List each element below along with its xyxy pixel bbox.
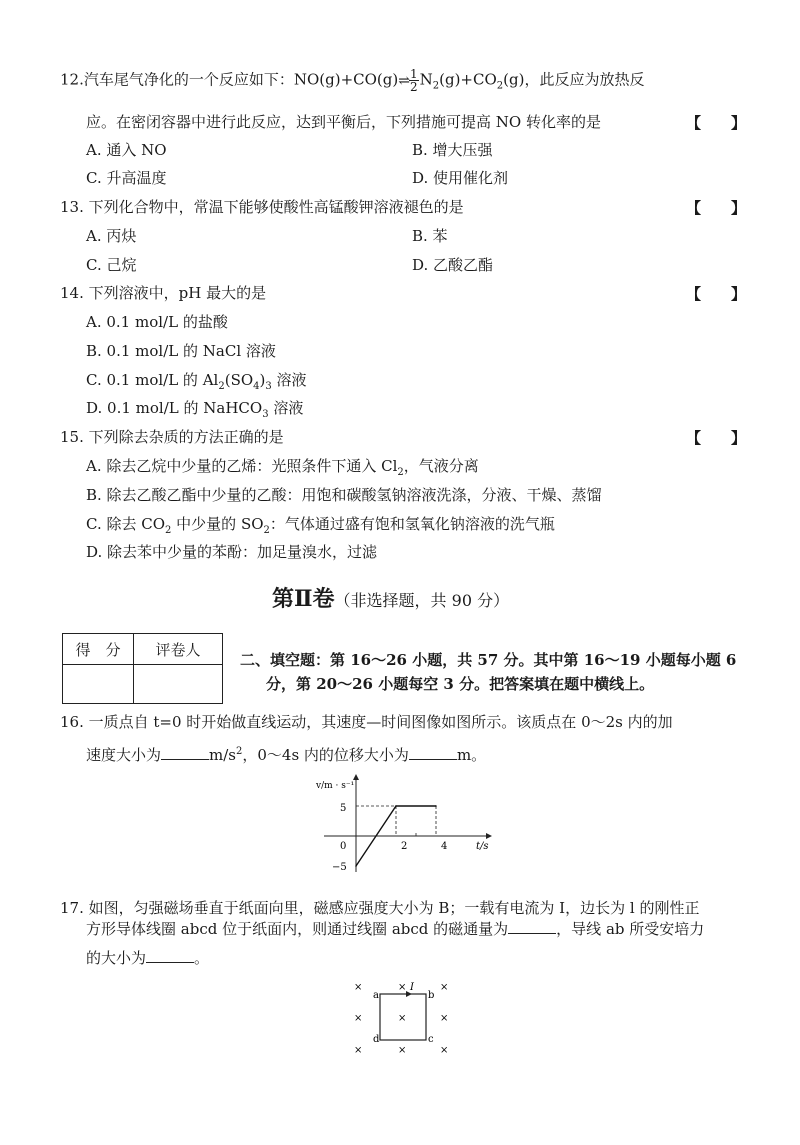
field-cross-icon: × bbox=[398, 1013, 407, 1024]
q15-option-a bbox=[86, 456, 479, 483]
q15-c-post: ：气体通过盛有饱和氢氧化钠溶液的洗气瓶 bbox=[269, 515, 555, 533]
score-header: 得 分 bbox=[63, 634, 134, 665]
field-cross-icon: × bbox=[398, 982, 407, 993]
q17-blank-force[interactable] bbox=[146, 948, 194, 963]
q13-option-c: C. 己烷 bbox=[86, 256, 137, 274]
q14-option-c bbox=[86, 370, 307, 397]
q12-sub2: 2 bbox=[496, 80, 504, 92]
data-point bbox=[435, 805, 437, 807]
graph-ylabel: v/m · s⁻¹ bbox=[316, 781, 355, 791]
q12-number: 12. bbox=[60, 70, 84, 89]
graph-tick-5: 5 bbox=[340, 803, 347, 814]
q16-line2-a: 速度大小为 bbox=[86, 746, 162, 764]
q15-option-d: D. 除去苯中少量的苯酚：加足量溴水，过滤 bbox=[86, 543, 378, 561]
q12-fraction bbox=[409, 68, 419, 93]
q13-option-a: A. 丙炔 bbox=[86, 227, 137, 245]
q14-c-mid2: ) bbox=[259, 371, 266, 389]
q14-option-b: B. 0.1 mol/L 的 NaCl 溶液 bbox=[86, 342, 276, 360]
section-title bbox=[272, 582, 509, 613]
q12-option-a: A. 通入 NO bbox=[86, 141, 167, 159]
q14-c-sub2: 4 bbox=[253, 381, 260, 392]
q13-stem: 13. 下列化合物中，常温下能够使酸性高锰酸钾溶液褪色的是 bbox=[60, 198, 464, 216]
q12-stem-d: (g)，此反应为放热反 bbox=[503, 70, 645, 89]
equilibrium-arrow-icon: ⇌ bbox=[398, 72, 408, 89]
corner-c: c bbox=[428, 1034, 434, 1045]
velocity-time-graph bbox=[310, 772, 520, 882]
q17-line3-b: 。 bbox=[194, 949, 210, 967]
field-cross-icon: × bbox=[440, 1013, 449, 1024]
q14-answer-bracket: 【 】 bbox=[686, 285, 747, 303]
q17-line2 bbox=[86, 919, 704, 939]
q14-d-pre: D. 0.1 mol/L 的 NaHCO bbox=[86, 399, 263, 417]
corner-b: b bbox=[428, 990, 435, 1001]
q15-option-c bbox=[86, 514, 555, 541]
field-cross-icon: × bbox=[354, 1013, 363, 1024]
q15-a-pre: A. 除去乙烷中少量的乙烯：光照条件下通入 Cl bbox=[86, 457, 398, 475]
corner-d: d bbox=[373, 1034, 380, 1045]
q12-stem-line2: 应。在密闭容器中进行此反应，达到平衡后，下列措施可提高 NO 转化率的是 bbox=[86, 113, 601, 131]
field-cross-icon: × bbox=[354, 982, 363, 993]
grader-cell[interactable] bbox=[134, 665, 223, 704]
q16-line2-b: m/s bbox=[209, 746, 236, 764]
q14-c-mid: (SO bbox=[224, 371, 254, 389]
q17-line3 bbox=[86, 948, 209, 968]
current-label: I bbox=[410, 982, 414, 993]
graph-tick-neg5: −5 bbox=[332, 862, 347, 873]
q16-line2-c: ，0～4s 内的位移大小为 bbox=[242, 746, 409, 764]
q15-c-mid: 中少量的 SO bbox=[171, 515, 264, 533]
graph-tick-2: 2 bbox=[401, 841, 408, 852]
q15-c-sub2: 2 bbox=[263, 525, 270, 536]
q17-line2-a: 方形导体线圈 abcd 位于纸面内，则通过线圈 abcd 的磁通量为 bbox=[86, 920, 509, 938]
q12-stem-a: 汽车尾气净化的一个反应如下：NO(g)+CO(g) bbox=[83, 70, 399, 89]
q14-d-post: 溶液 bbox=[268, 399, 304, 417]
q12-sub1: 2 bbox=[432, 80, 440, 92]
section-subtitle: （非选择题，共 90 分） bbox=[334, 591, 510, 610]
grader-header: 评卷人 bbox=[134, 634, 223, 665]
q17-line3-a: 的大小为 bbox=[86, 949, 147, 967]
q14-d-sub: 3 bbox=[262, 409, 269, 420]
q14-c-sub1: 2 bbox=[218, 381, 225, 392]
q13-answer-bracket: 【 】 bbox=[686, 199, 747, 217]
q14-option-d bbox=[86, 398, 303, 425]
field-cross-icon: × bbox=[440, 1045, 449, 1056]
data-point bbox=[395, 805, 397, 807]
q13-option-b: B. 苯 bbox=[412, 227, 448, 245]
data-point bbox=[355, 865, 357, 867]
y-axis-arrow-icon bbox=[353, 774, 359, 780]
q15-stem: 15. 下列除去杂质的方法正确的是 bbox=[60, 428, 284, 446]
q16-line2 bbox=[86, 742, 486, 765]
q15-option-b: B. 除去乙酸乙酯中少量的乙酸：用饱和碳酸氢钠溶液洗涤，分液、干燥、蒸馏 bbox=[86, 486, 602, 504]
q16-blank-acceleration[interactable] bbox=[161, 745, 209, 760]
q15-a-post: ，气液分离 bbox=[403, 457, 479, 475]
coil-diagram bbox=[346, 976, 456, 1056]
q15-a-sub: 2 bbox=[397, 467, 404, 478]
field-cross-icon: × bbox=[440, 982, 449, 993]
q12-option-b: B. 增大压强 bbox=[412, 141, 493, 159]
q17-blank-flux[interactable] bbox=[508, 919, 556, 934]
frac-numerator: 1 bbox=[409, 67, 418, 81]
q15-answer-bracket: 【 】 bbox=[686, 429, 747, 447]
corner-a: a bbox=[373, 990, 379, 1001]
q12-option-c: C. 升高温度 bbox=[86, 169, 167, 187]
x-axis-arrow-icon bbox=[486, 833, 492, 839]
q12-answer-bracket: 【 】 bbox=[686, 114, 747, 132]
q16-blank-displacement[interactable] bbox=[409, 745, 457, 760]
q12-stem-line1 bbox=[60, 68, 644, 97]
q14-c-sub3: 3 bbox=[265, 381, 272, 392]
q17-line1: 17. 如图，匀强磁场垂直于纸面向里，磁感应强度大小为 B；一载有电流为 I，边长为 l 的刚性正 bbox=[60, 899, 700, 917]
q15-c-pre: C. 除去 CO bbox=[86, 515, 166, 533]
q15-c-sub1: 2 bbox=[165, 525, 172, 536]
q12-stem-c: (g)+CO bbox=[439, 70, 497, 89]
field-cross-icon: × bbox=[398, 1045, 407, 1056]
q14-option-a: A. 0.1 mol/L 的盐酸 bbox=[86, 313, 228, 331]
q16-line2-d: m。 bbox=[456, 746, 487, 764]
q17-line2-b: ，导线 ab 所受安培力 bbox=[556, 920, 705, 938]
field-cross-icon: × bbox=[354, 1045, 363, 1056]
score-table bbox=[62, 633, 223, 704]
graph-xlabel: t/s bbox=[476, 841, 489, 852]
q14-c-post: 溶液 bbox=[271, 371, 307, 389]
q16-line1: 16. 一质点自 t=0 时开始做直线运动，其速度—时间图像如图所示。该质点在 0～2s 内的加 bbox=[60, 713, 673, 731]
q12-stem-b: N bbox=[419, 70, 433, 89]
section-title-main: 第Ⅱ卷 bbox=[272, 586, 335, 612]
q16-line2-sup: 2 bbox=[236, 746, 243, 757]
q14-stem: 14. 下列溶液中，pH 最大的是 bbox=[60, 284, 267, 302]
score-cell[interactable] bbox=[63, 665, 134, 704]
instructions-line1: 二、填空题：第 16～26 小题，共 57 分。其中第 16～19 小题每小题 6 bbox=[240, 651, 737, 669]
graph-tick-0: 0 bbox=[340, 841, 347, 852]
q13-option-d: D. 乙酸乙酯 bbox=[412, 256, 494, 274]
q12-option-d: D. 使用催化剂 bbox=[412, 169, 509, 187]
instructions-line2: 分，第 20～26 小题每空 3 分。把答案填在题中横线上。 bbox=[266, 675, 655, 693]
graph-tick-4: 4 bbox=[441, 841, 448, 852]
frac-denominator: 2 bbox=[409, 80, 418, 94]
q14-c-pre: C. 0.1 mol/L 的 Al bbox=[86, 371, 219, 389]
